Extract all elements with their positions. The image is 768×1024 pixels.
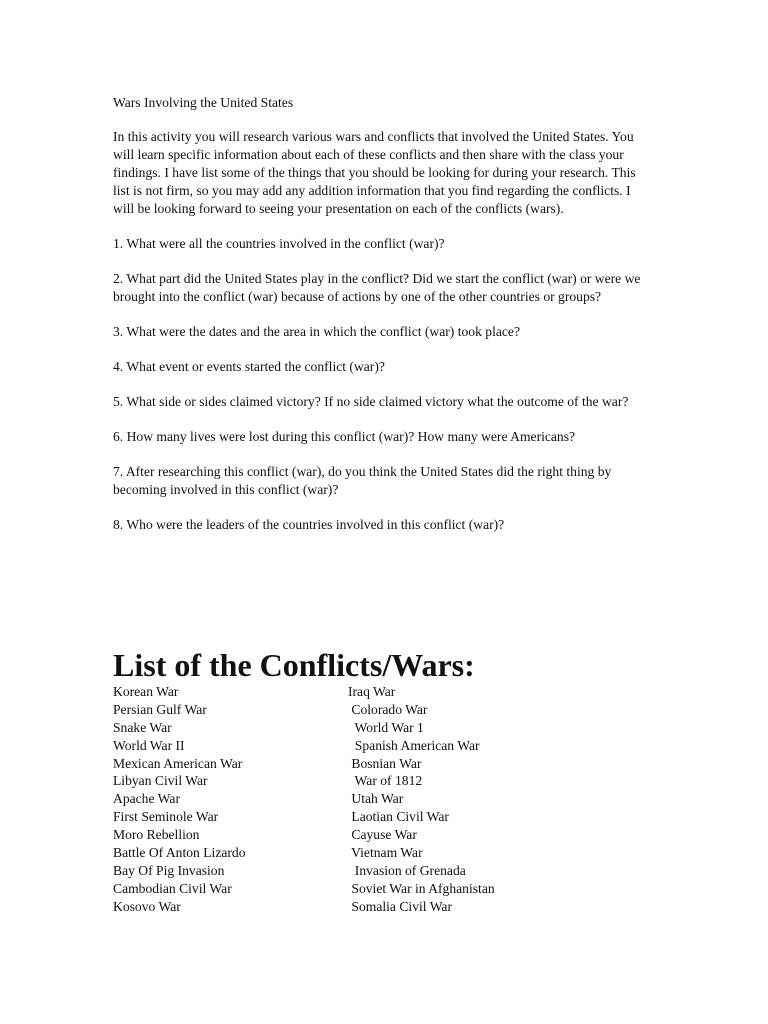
war-item: Apache War [113,791,180,807]
war-item: Mexican American War [113,755,243,771]
war-item: Libyan Civil War [113,773,208,789]
war-item: Spanish American War [348,737,480,753]
war-item: Bosnian War [348,755,422,771]
war-item: Somalia Civil War [348,898,452,914]
war-item: First Seminole War [113,809,219,825]
war-item: Battle Of Anton Lizardo [113,845,246,861]
war-item: Moro Rebellion [113,827,200,843]
war-item: Utah War [348,791,404,807]
war-item: Bay Of Pig Invasion [113,862,225,878]
wars-list-right-column [348,683,608,916]
document-body [113,94,653,551]
war-item: Colorado War [348,701,428,717]
question-3: 3. What were the dates and the area in which the conflict (war) took place? [113,324,521,339]
wars-list-heading: List of the Conflicts/Wars: [113,647,475,683]
question-4: 4. What event or events started the conflict (war)? [113,359,385,374]
war-item: War of 1812 [348,773,423,789]
war-item: Korean War [113,684,179,699]
war-item: Cambodian Civil War [113,880,232,896]
war-item: Laotian Civil War [348,809,449,825]
war-item: Persian Gulf War [113,701,207,717]
war-item: World War II [113,737,185,753]
question-6: 6. How many lives were lost during this conflict (war)? How many were Americans? [113,429,576,444]
war-item: Cayuse War [348,827,417,843]
question-2: 2. What part did the United States play in the conflict? Did we start the conflict (war) or were we brought into the conflict (war) because of actions by one of the other countries or groups? [113,271,641,304]
intro-paragraph: In this activity you will research various wars and conflicts that involved the United States. You will learn specific information about each of these conflicts and then share with the class your findings. I have list some of the things that you should be looking for during your research. This list is not firm, so you may add any addition information that you find regarding the conflicts. I will be looking forward to seeing your presentation on each of the conflicts (wars). [113,129,636,216]
war-item: Snake War [113,719,172,735]
question-8: 8. Who were the leaders of the countries involved in this conflict (war)? [113,517,505,532]
document-title: Wars Involving the United States [113,95,294,110]
question-5: 5. What side or sides claimed victory? If no side claimed victory what the outcome of the war? [113,394,629,409]
war-item: Iraq War [348,684,396,699]
question-1: 1. What were all the countries involved in the conflict (war)? [113,236,445,251]
war-item: Kosovo War [113,898,181,914]
wars-list-left-column [113,683,333,916]
war-item: Soviet War in Afghanistan [348,880,495,896]
war-item: Invasion of Grenada [348,862,466,878]
question-7: 7. After researching this conflict (war), do you think the United States did the right thing by becoming involved in this conflict (war)? [113,464,612,497]
war-item: Vietnam War [348,845,423,861]
war-item: World War 1 [348,719,424,735]
